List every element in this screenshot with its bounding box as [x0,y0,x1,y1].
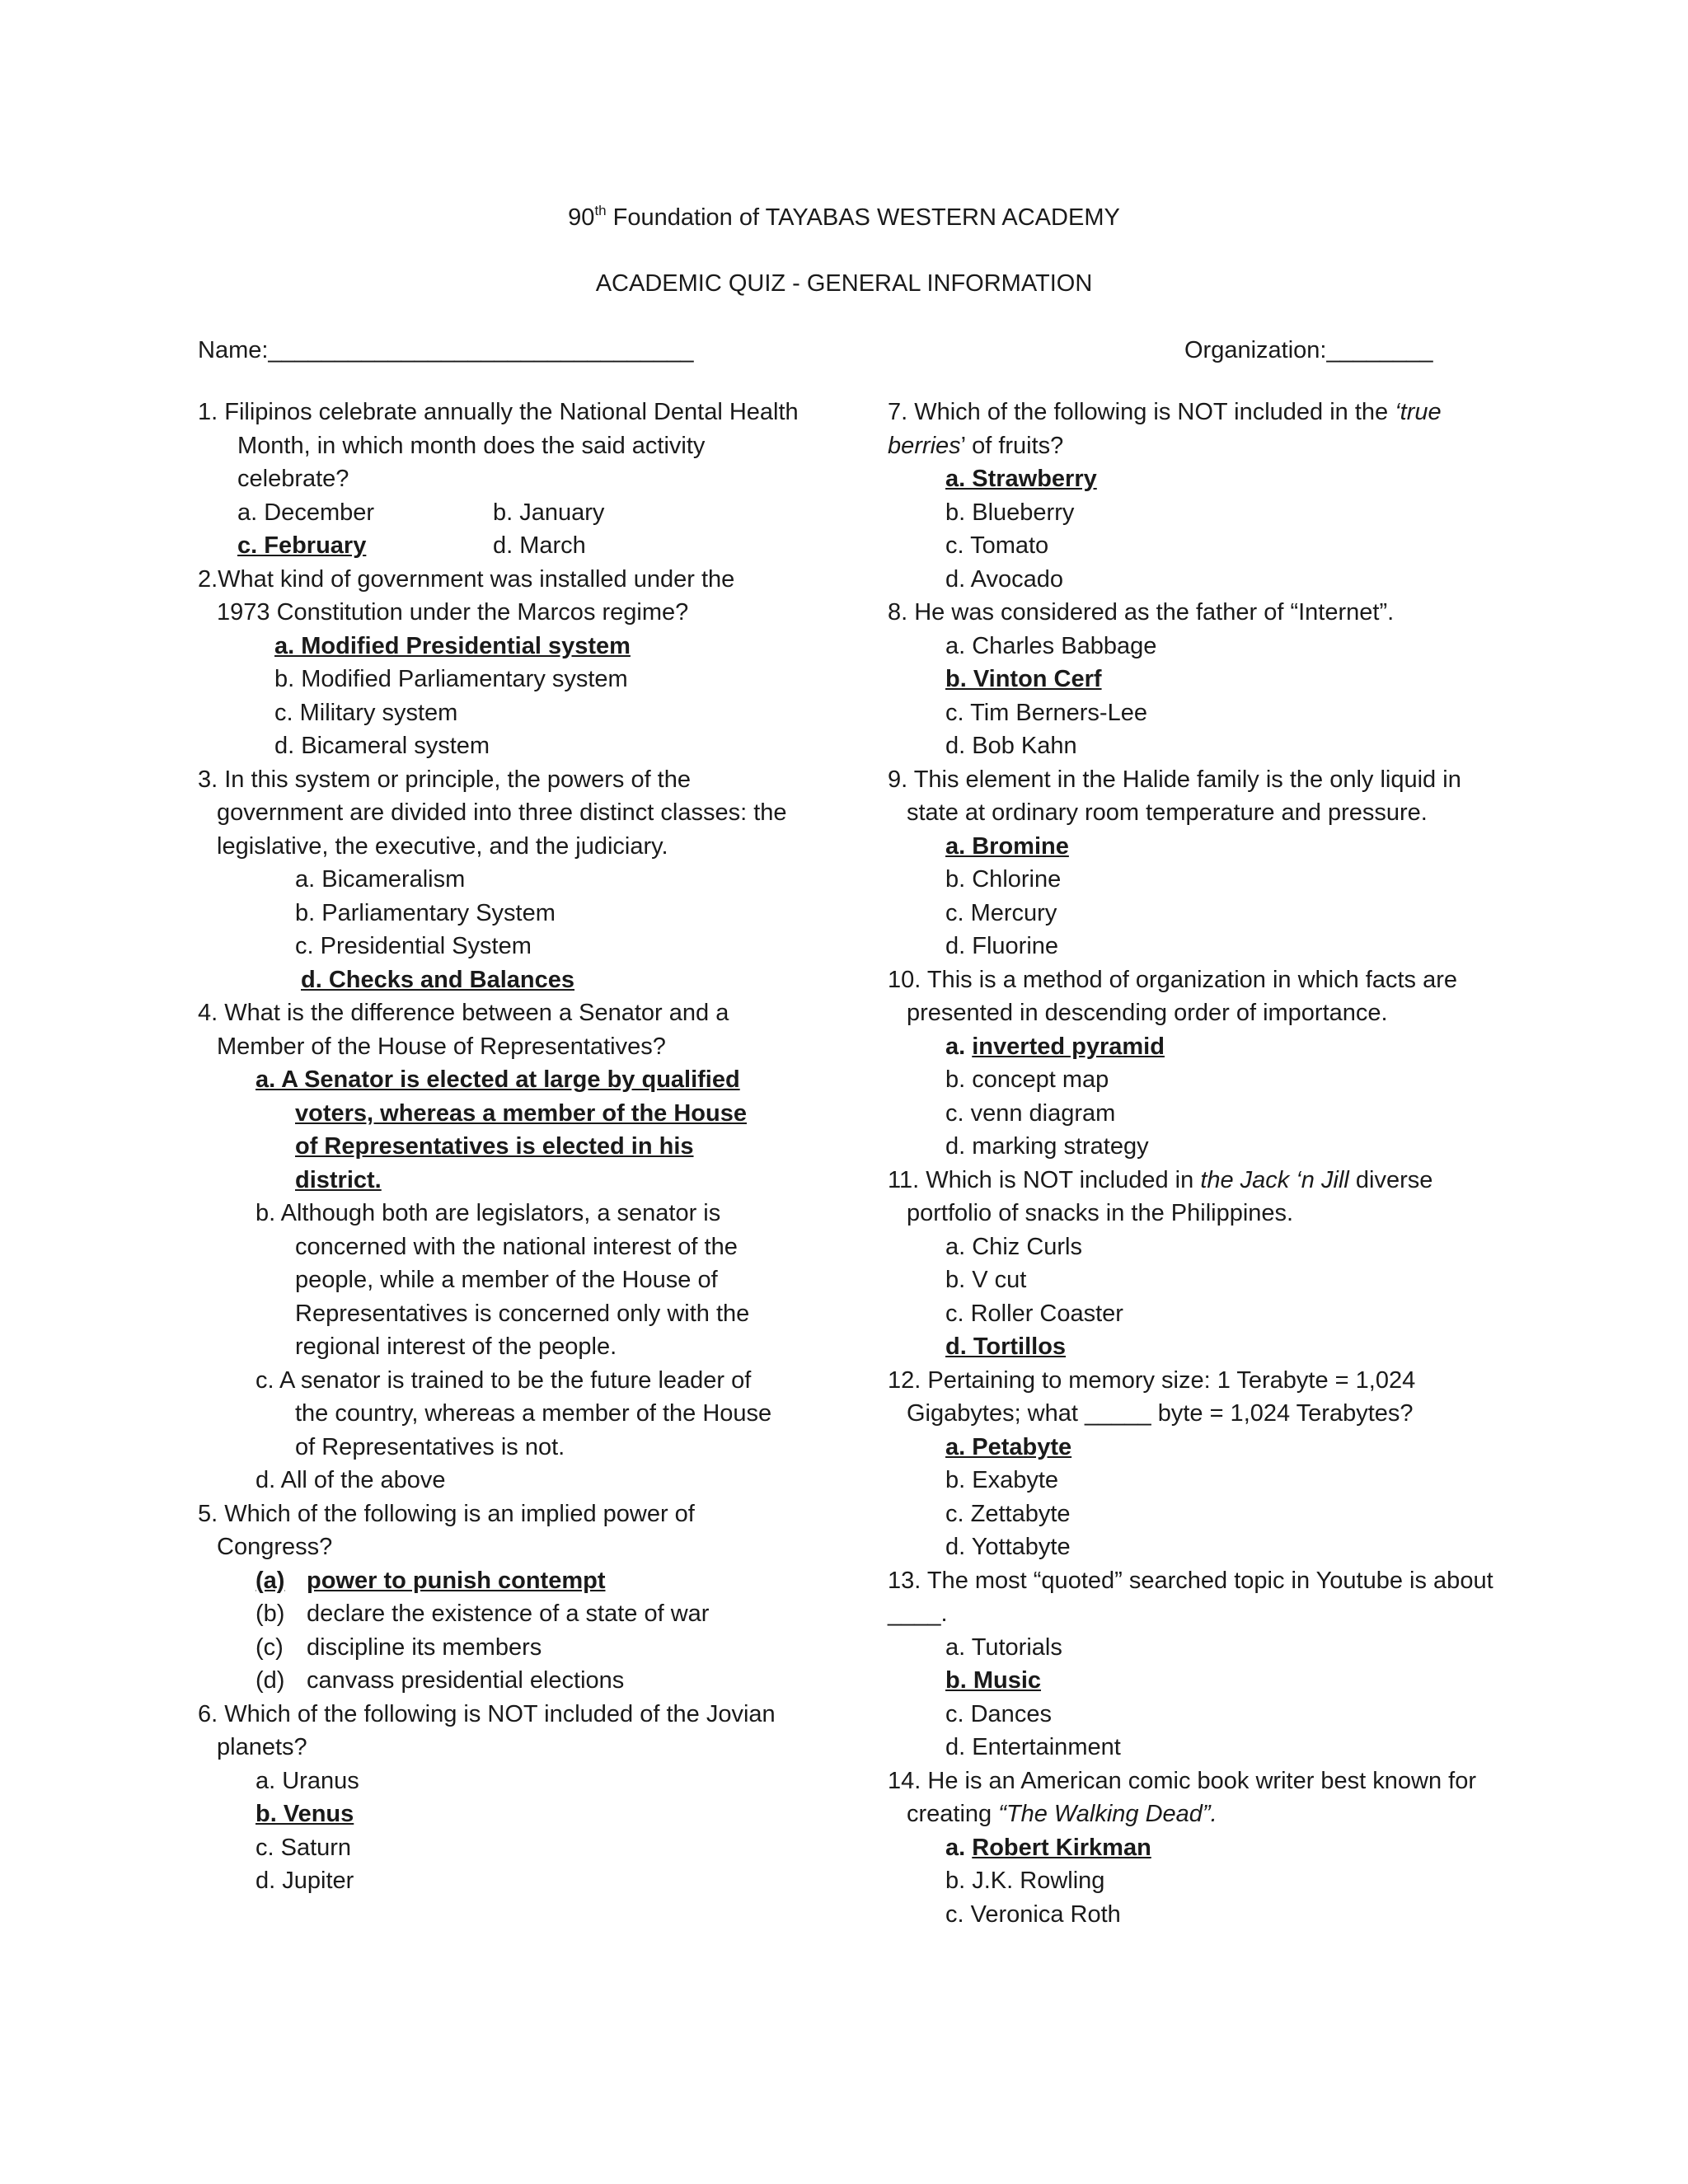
option-10a-mark: a. [945,1033,973,1060]
option-14b: b. J.K. Rowling [945,1868,1105,1894]
question-2: 2.What kind of government was installed under the 1973 Constitution under the Marcos regime? [198,565,735,626]
option-14c: c. Veronica Roth [945,1900,1121,1928]
option-1c-answer: c. February [237,532,367,559]
option-10d: d. marking strategy [945,1133,1149,1160]
option-5d [198,1664,791,1698]
question-4: 4. What is the difference between a Senator and a Member of the House of Representatives? [198,1000,729,1060]
option-9b: b. Chlorine [945,866,1062,893]
question-14-emphasis: “The Walking Dead”. [998,1801,1217,1827]
question-7-text-end: ’ of fruits? [960,432,1064,459]
option-13c: c. Dances [945,1700,1052,1727]
option-10a-answer: inverted pyramid [972,1033,1165,1060]
question-1: 1. Filipinos celebrate annually the National Dental Health Month, in which month does the said activity celebrate? [198,399,799,492]
option-5b-mark: (b) [256,1601,285,1627]
name-field-label: Name:________________________________ [198,337,694,363]
option-4c: c. A senator is trained to be the future leader of the country, whereas a member of the House of Representatives is not. [256,1366,772,1460]
option-5a [198,1564,791,1598]
option-12c: c. Zettabyte [945,1500,1071,1527]
option-6d: d. Jupiter [256,1868,354,1894]
option-2c: c. Military system [274,699,458,726]
option-13d: d. Entertainment [945,1734,1121,1760]
right-column [888,396,1498,1931]
question-11-text-end: diverse portfolio of snacks in the Philippines. [907,1166,1433,1226]
option-3d-answer: d. Checks and Balances [301,966,575,993]
question-14 [888,1765,1517,1831]
option-11b: b. V cut [945,1267,1027,1293]
option-13a: a. Tutorials [945,1633,1062,1661]
question-11-text: 11. Which is NOT included in [888,1166,1201,1193]
question-10: 10. This is a method of organization in which facts are presented in descending order of importance. [888,966,1458,1026]
document-subtitle: ACADEMIC QUIZ - GENERAL INFORMATION [595,270,1093,297]
option-9d: d. Fluorine [945,933,1059,959]
option-7c: c. Tomato [945,532,1049,559]
option-10c: c. venn diagram [945,1099,1116,1127]
option-4a-answer: a. A Senator is elected at large by qualified voters, whereas a member of the House of Representatives is elected in his district. [256,1066,747,1193]
question-7 [888,396,1489,462]
option-1a: a. December [237,499,375,526]
document-title [0,201,1688,235]
option-10b: b. concept map [945,1066,1109,1093]
question-1-options-row-2 [198,529,791,563]
option-1d: d. March [493,532,586,559]
option-5a-answer: power to punish contempt [307,1567,606,1594]
option-5d-mark: (d) [256,1667,285,1694]
option-14a-answer: Robert Kirkman [972,1834,1151,1861]
option-2a-answer: a. Modified Presidential system [274,632,631,659]
option-9a-answer: a. Bromine [945,832,1069,860]
organization-field-label: Organization:________ [1184,337,1433,363]
question-9: 9. This element in the Halide family is the only liquid in state at ordinary room temperature and pressure. [888,766,1461,826]
question-11 [888,1164,1500,1230]
question-11-emphasis: the Jack ‘n Jill [1200,1166,1349,1193]
question-6: 6. Which of the following is NOT included of the Jovian planets? [198,1700,776,1760]
question-1-options-row-1 [198,496,791,530]
option-7a-answer: a. Strawberry [945,466,1097,492]
option-8d: d. Bob Kahn [945,733,1077,759]
option-6c: c. Saturn [256,1834,352,1861]
option-2d: d. Bicameral system [274,733,490,759]
question-12: 12. Pertaining to memory size: 1 Terabyte = 1,024 Gigabytes; what _____ byte = 1,024 Terabytes? [888,1366,1416,1427]
title-rest: Foundation of TAYABAS WESTERN ACADEMY [606,204,1120,231]
option-3b: b. Parliamentary System [295,899,556,926]
question-13: 13. The most “quoted” searched topic in Youtube is about ____. [888,1567,1493,1627]
option-7b: b. Blueberry [945,499,1075,526]
option-4b: b. Although both are legislators, a senator is concerned with the national interest of the people, while a member of the House of Representatives is concerned only with the regional interest of the people. [256,1200,750,1360]
question-14-text: 14. He is an American comic book writer best known for creating [888,1767,1477,1827]
option-12b: b. Exabyte [945,1467,1059,1493]
option-14a-mark: a. [945,1834,973,1861]
left-column [198,396,799,1898]
option-11d-answer: d. Tortillos [945,1333,1067,1360]
option-5b-text: declare the existence of a state of war [307,1601,710,1627]
option-10a [888,1030,1498,1064]
option-3a: a. Bicameralism [295,866,466,893]
option-5c-mark: (c) [256,1633,284,1661]
question-7-text: 7. Which of the following is NOT included in the [888,399,1395,425]
option-7d: d. Avocado [945,565,1063,593]
option-14a [888,1831,1498,1865]
title-number: 90 [568,204,595,231]
option-13b-answer: b. Music [945,1667,1042,1694]
question-3: 3. In this system or principle, the powers of the government are divided into three distinct classes: the legislative, the executive, and the judiciary. [198,766,787,860]
option-5b [198,1597,791,1631]
title-superscript: th [594,203,607,218]
option-8b-answer: b. Vinton Cerf [945,666,1102,692]
option-8c: c. Tim Berners-Lee [945,699,1147,726]
question-5: 5. Which of the following is an implied power of Congress? [198,1500,695,1560]
question-8: 8. He was considered as the father of “Internet”. [888,599,1395,626]
question-7-emphasis: ‘true berries [888,399,1442,459]
option-5c-text: discipline its members [307,1633,542,1661]
option-5d-text: canvass presidential elections [307,1667,625,1694]
option-12d: d. Yottabyte [945,1534,1071,1560]
option-4d: d. All of the above [256,1467,446,1493]
option-8a: a. Charles Babbage [945,632,1157,659]
option-5a-mark: (a) [256,1567,285,1594]
option-1b: b. January [493,499,605,526]
option-3c: c. Presidential System [295,933,532,959]
option-11a: a. Chiz Curls [945,1233,1082,1260]
option-5c [198,1631,791,1665]
option-2b: b. Modified Parliamentary system [274,666,628,692]
option-6a: a. Uranus [256,1767,359,1794]
option-11c: c. Roller Coaster [945,1300,1123,1327]
option-9c: c. Mercury [945,899,1057,926]
option-12a-answer: a. Petabyte [945,1433,1072,1460]
option-6b-answer: b. Venus [256,1801,354,1827]
